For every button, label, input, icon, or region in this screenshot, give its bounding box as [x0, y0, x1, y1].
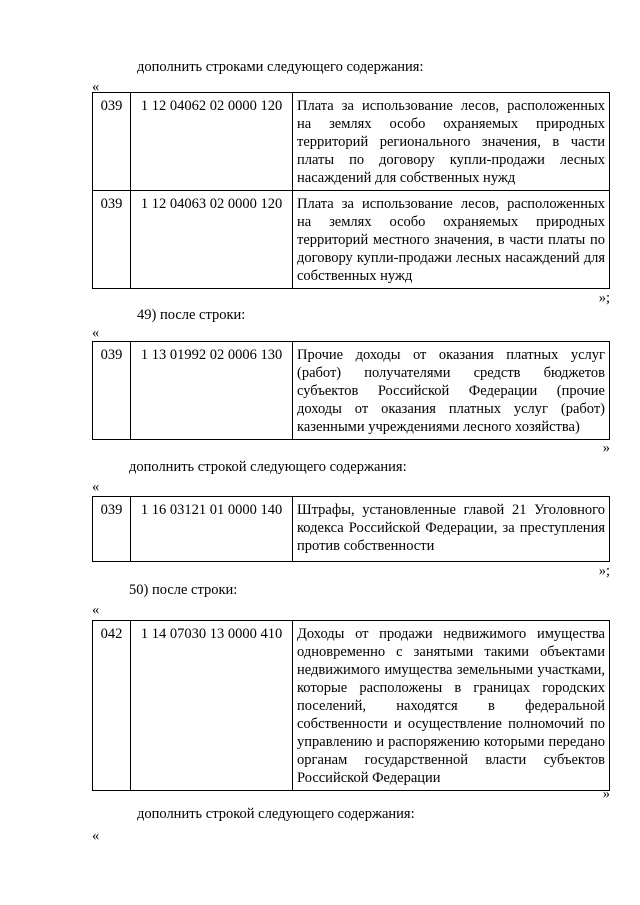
admin-code-cell: 042	[93, 621, 131, 791]
opening-quote: «	[92, 828, 100, 844]
table-row	[93, 93, 610, 191]
kbk-table	[92, 92, 610, 289]
revenue-description-cell: Штрафы, установленные главой 21 Уголовного кодекса Российской Федерации, за преступления против собственности	[293, 497, 610, 562]
kbk-code-cell: 1 16 03121 01 0000 140	[131, 497, 293, 562]
admin-code-cell: 039	[93, 342, 131, 440]
admin-code-cell: 039	[93, 191, 131, 289]
closing-quote: »;	[598, 563, 610, 579]
opening-quote: «	[92, 325, 100, 341]
closing-quote: »;	[598, 290, 610, 306]
kbk-code-cell: 1 14 07030 13 0000 410	[131, 621, 293, 791]
opening-quote: «	[92, 479, 100, 495]
opening-quote: «	[92, 602, 100, 618]
table-row	[93, 191, 610, 289]
section-intro: дополнить строкой следующего содержания:	[137, 806, 415, 822]
closing-quote: »	[602, 786, 610, 802]
section-intro: 50) после строки:	[129, 582, 238, 598]
revenue-description-cell: Плата за использование лесов, расположенных на землях особо охраняемых природных территорий регионального значения, в части платы по договору купли-продажи лесных насаждений для собственных нужд	[293, 93, 610, 191]
closing-quote: »	[602, 440, 610, 456]
table-row	[93, 621, 610, 791]
revenue-description-cell: Доходы от продажи недвижимого имущества одновременно с занятыми такими объектами недвижимого имущества земельными участками, которые расположены в границах городских поселений, находятся в федеральной собственности и осуществление полномочий по управлению и распоряжению которыми передано органам государственной власти субъектов Российской Федерации	[293, 621, 610, 791]
opening-quote: «	[92, 79, 100, 95]
section-intro: 49) после строки:	[137, 307, 246, 323]
kbk-code-cell: 1 12 04062 02 0000 120	[131, 93, 293, 191]
revenue-description-cell: Плата за использование лесов, расположенных на землях особо охраняемых природных территорий местного значения, в части платы по договору купли-продажи лесных насаждений для собственных нужд	[293, 191, 610, 289]
section-intro: дополнить строками следующего содержания:	[137, 59, 424, 75]
revenue-description-cell: Прочие доходы от оказания платных услуг (работ) получателями средств бюджетов субъектов Российской Федерации (прочие доходы от оказания платных услуг (работ) казенными учреждениями лесного хозяйства)	[293, 342, 610, 440]
kbk-table	[92, 341, 610, 440]
kbk-code-cell: 1 12 04063 02 0000 120	[131, 191, 293, 289]
table-row	[93, 497, 610, 562]
admin-code-cell: 039	[93, 93, 131, 191]
admin-code-cell: 039	[93, 497, 131, 562]
kbk-table	[92, 620, 610, 791]
section-intro: дополнить строкой следующего содержания:	[129, 459, 407, 475]
table-row	[93, 342, 610, 440]
kbk-table	[92, 496, 610, 562]
kbk-code-cell: 1 13 01992 02 0006 130	[131, 342, 293, 440]
